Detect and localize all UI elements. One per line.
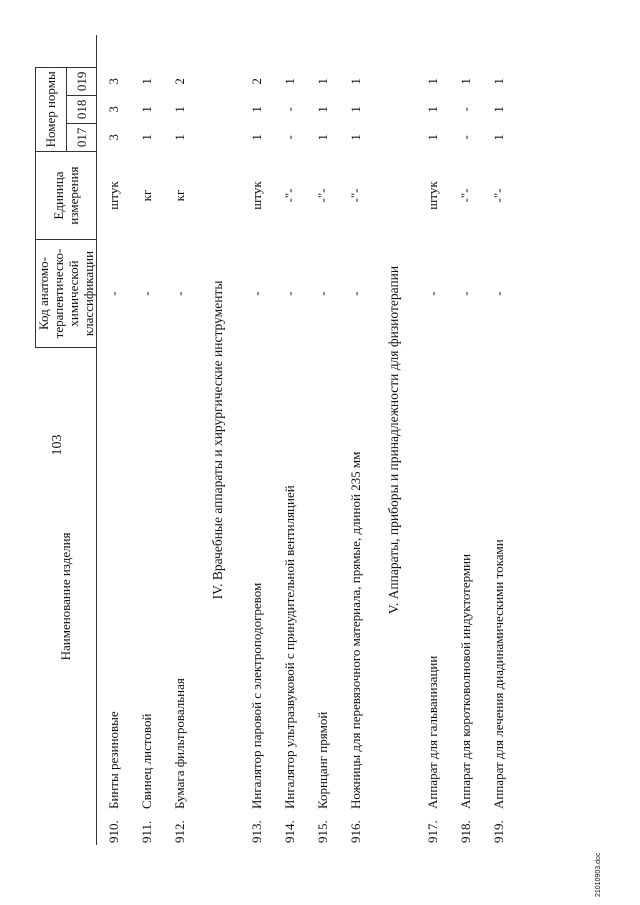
- table-row: [273, 35, 306, 845]
- norm-017: 1: [248, 134, 264, 141]
- item-unit: -"-: [347, 188, 363, 203]
- norm-019: 1: [281, 78, 297, 85]
- item-name: Свинец листовой: [138, 713, 154, 809]
- row-number: 915.: [314, 820, 330, 843]
- item-name: Ножницы для перевязочного материала, прямые, длиной 235 мм: [347, 451, 363, 809]
- item-unit: кг: [138, 189, 154, 202]
- item-unit: -"-: [281, 188, 297, 203]
- file-mark: 21010903.doc: [595, 852, 602, 897]
- row-number: 911.: [138, 820, 154, 843]
- section-heading-v: V. Аппараты, приборы и принадлежности для физиотерапии: [386, 265, 401, 615]
- header-unit: Единица измерения: [36, 151, 97, 239]
- item-unit: штук: [424, 181, 440, 210]
- norm-017: 1: [347, 134, 363, 141]
- norm-019: 2: [171, 78, 187, 85]
- item-atc: -: [314, 291, 330, 296]
- section-row: [196, 35, 240, 845]
- row-number: 917.: [424, 820, 440, 843]
- norm-018: -: [281, 107, 297, 112]
- norm-017: -: [457, 135, 473, 140]
- item-unit: -"-: [457, 188, 473, 203]
- table-row: [416, 35, 449, 845]
- norm-018: -: [457, 107, 473, 112]
- norm-019: 3: [105, 78, 121, 85]
- item-name: Ингалятор ультразвуковой с принудительной вентиляцией: [281, 485, 297, 809]
- norm-017: 1: [424, 134, 440, 141]
- table-row: [482, 35, 515, 845]
- table-row: [240, 35, 273, 845]
- norm-019: 2: [248, 78, 264, 85]
- header-name: Наименование изделия: [36, 347, 97, 845]
- header-norm-017: 017: [66, 123, 97, 151]
- norm-019: 1: [424, 78, 440, 85]
- norm-018: 1: [424, 106, 440, 113]
- row-number: 912.: [171, 820, 187, 843]
- norm-018: 1: [490, 106, 506, 113]
- norm-017: 1: [314, 134, 330, 141]
- item-name: Аппарат для гальванизации: [424, 655, 440, 809]
- norm-018: 1: [314, 106, 330, 113]
- row-number: 916.: [347, 820, 363, 843]
- table-row: [339, 35, 372, 845]
- row-number: 910.: [105, 820, 121, 843]
- section-row: [372, 35, 416, 845]
- item-name: Бумага фильтровальная: [171, 678, 187, 809]
- header-atc: Код анатомо-терапевтическо-химической классификации: [36, 240, 97, 348]
- row-number: 918.: [457, 820, 473, 843]
- header-norm-018: 018: [66, 95, 97, 123]
- item-name: Аппарат для лечения диадинамическими токами: [490, 539, 506, 809]
- table-row: [130, 35, 163, 845]
- norm-018: 3: [105, 106, 121, 113]
- norm-019: 1: [138, 78, 154, 85]
- norm-018: 1: [171, 106, 187, 113]
- item-atc: -: [424, 291, 440, 296]
- table-row: [97, 35, 131, 845]
- table-header: [36, 35, 97, 845]
- norm-017: -: [281, 135, 297, 140]
- equipment-table: [35, 35, 515, 845]
- item-unit: -"-: [490, 188, 506, 203]
- table-row: [163, 35, 196, 845]
- item-name: Бинты резиновые: [105, 711, 121, 809]
- item-name: Корнцанг прямой: [314, 711, 330, 809]
- header-norm-group: Номер нормы: [36, 67, 67, 151]
- norm-018: 1: [347, 106, 363, 113]
- row-number: 913.: [248, 820, 264, 843]
- item-atc: -: [457, 291, 473, 296]
- item-unit: -"-: [314, 188, 330, 203]
- item-atc: -: [248, 291, 264, 296]
- row-number: 919.: [490, 820, 506, 843]
- header-norm-019: 019: [66, 67, 97, 95]
- table-row: [449, 35, 482, 845]
- norm-019: 1: [490, 78, 506, 85]
- item-unit: кг: [171, 189, 187, 202]
- item-unit: штук: [105, 181, 121, 210]
- item-atc: -: [347, 291, 363, 296]
- norm-018: 1: [248, 106, 264, 113]
- item-unit: штук: [248, 181, 264, 210]
- item-atc: -: [171, 291, 187, 296]
- norm-017: 1: [138, 134, 154, 141]
- norm-017: 3: [105, 134, 121, 141]
- norm-017: 1: [171, 134, 187, 141]
- item-atc: -: [105, 291, 121, 296]
- page-number: 103: [50, 434, 65, 456]
- item-atc: -: [490, 291, 506, 296]
- table-row: [306, 35, 339, 845]
- norm-018: 1: [138, 106, 154, 113]
- item-name: Аппарат для коротковолновой индуктотермии: [457, 553, 473, 809]
- norm-019: 1: [457, 78, 473, 85]
- norm-017: 1: [490, 134, 506, 141]
- norm-019: 1: [314, 78, 330, 85]
- item-atc: -: [281, 291, 297, 296]
- item-atc: -: [138, 291, 154, 296]
- item-name: Ингалятор паровой с электроподогревом: [248, 582, 264, 809]
- norm-019: 1: [347, 78, 363, 85]
- section-heading-iv: IV. Врачебные аппараты и хирургические инструменты: [210, 280, 225, 600]
- row-number: 914.: [281, 820, 297, 843]
